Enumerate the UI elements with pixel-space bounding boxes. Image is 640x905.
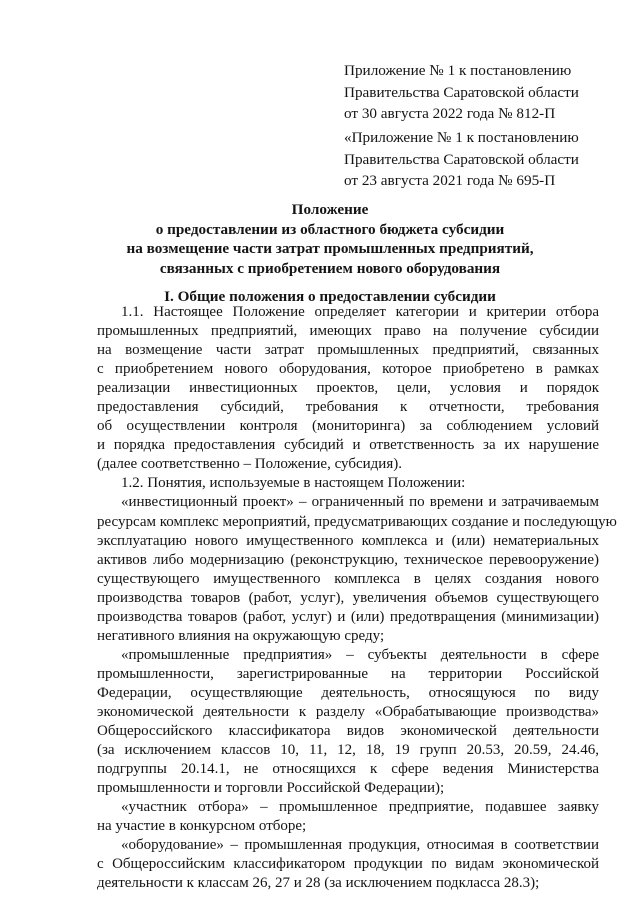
appendix-reference-previous — [344, 127, 634, 192]
section-heading: I. Общие положения о предоставлении субсидии — [164, 288, 496, 305]
title-line: о предоставлении из областного бюджета субсидии — [155, 220, 505, 238]
document-body — [97, 303, 617, 893]
paragraph-line: 1.1. Настоящее Положение определяет категории и критерии отбора — [121, 304, 599, 320]
paragraph-line: активов либо модернизацию (реконструкцию, техническое перевооружение) — [97, 551, 599, 568]
paragraph-line: на возмещение части затрат промышленных предприятий, связанных — [97, 342, 599, 359]
paragraph-line: (за исключением классов 10, 11, 12, 18, 19 групп 20.53, 20.59, 24.46, — [97, 742, 599, 759]
title-line: Положение — [291, 201, 369, 218]
paragraph-line: (далее соответственно – Положение, субсидия). — [97, 456, 402, 473]
appendix-line: от 23 августа 2021 года № 695-П — [344, 172, 556, 189]
paragraph-line: промышленности, зарегистрированные на территории Российской — [97, 665, 599, 682]
paragraph-line: негативного влияния на окружающую среду; — [97, 627, 385, 644]
paragraph-line: ресурсам комплекс мероприятий, предусматривающих создание и последующую — [97, 513, 617, 530]
paragraph-line: подгруппы 20.14.1, не относящихся к сфере ведения Министерства — [97, 761, 599, 778]
paragraph-line: «участник отбора» – промышленное предприятие, подавшее заявку — [121, 799, 599, 816]
paragraph-line: с приобретением нового оборудования, которое приобретено в рамках — [97, 361, 599, 378]
paragraph-line: деятельности к классам 26, 27 и 28 (за исключением подкласса 28.3); — [97, 875, 540, 892]
paragraph-line: промышленности и торговли Российской Федерации); — [97, 780, 445, 797]
document-title — [60, 200, 600, 278]
paragraph-line: экономической деятельности к разделу «Обрабатывающие производства» — [97, 703, 599, 720]
appendix-line: Правительства Саратовской области — [344, 83, 579, 101]
paragraph-line: существующего имущественного комплекса в целях создания нового — [97, 570, 599, 587]
appendix-reference-current — [344, 60, 634, 125]
paragraph-line: реализации инвестиционных проектов, цели, условия и порядок — [97, 380, 599, 397]
paragraph-line: предоставления субсидий, требования к отчетности, требования — [97, 399, 599, 416]
paragraph-line: об осуществлении контроля (мониторинга) за соблюдением условий — [97, 418, 599, 435]
paragraph-line: Общероссийского классификатора видов экономической деятельности — [97, 723, 599, 740]
paragraph-line: 1.2. Понятия, используемые в настоящем Положении: — [121, 475, 466, 492]
paragraph-line: эксплуатацию нового имущественного комплекса и (или) нематериальных — [97, 532, 599, 549]
paragraph-line: «инвестиционный проект» – ограниченный по времени и затрачиваемым — [121, 494, 599, 511]
appendix-line: «Приложение № 1 к постановлению — [344, 129, 579, 146]
appendix-line: Приложение № 1 к постановлению — [344, 62, 572, 79]
paragraph-line: производства товаров (работ, услуг) и (или) предотвращения (минимизации) — [97, 608, 599, 625]
paragraph-line: «оборудование» – промышленная продукция, относимая в соответствии — [121, 837, 599, 854]
paragraph-line: и порядка предоставления субсидий и ответственность за их нарушение — [97, 437, 599, 454]
paragraph-line: промышленных предприятий, имеющих право на получение субсидии — [97, 323, 599, 340]
appendix-line: от 30 августа 2022 года № 812-П — [344, 105, 556, 122]
paragraph-line: «промышленные предприятия» – субъекты деятельности в сфере — [121, 646, 599, 663]
paragraph-line: на участие в конкурсном отборе; — [97, 818, 307, 835]
appendix-line: Правительства Саратовской области — [344, 150, 579, 168]
paragraph-line: производства товаров (работ, услуг), увеличения объемов существующего — [97, 589, 599, 606]
title-line: на возмещение части затрат промышленных предприятий, — [126, 240, 534, 258]
paragraph-line: Федерации, осуществляющие деятельность, относящуюся по виду — [97, 684, 599, 701]
title-line: связанных с приобретением нового оборудования — [159, 259, 501, 277]
paragraph-line: с Общероссийским классификатором продукции по видам экономической — [97, 856, 599, 873]
